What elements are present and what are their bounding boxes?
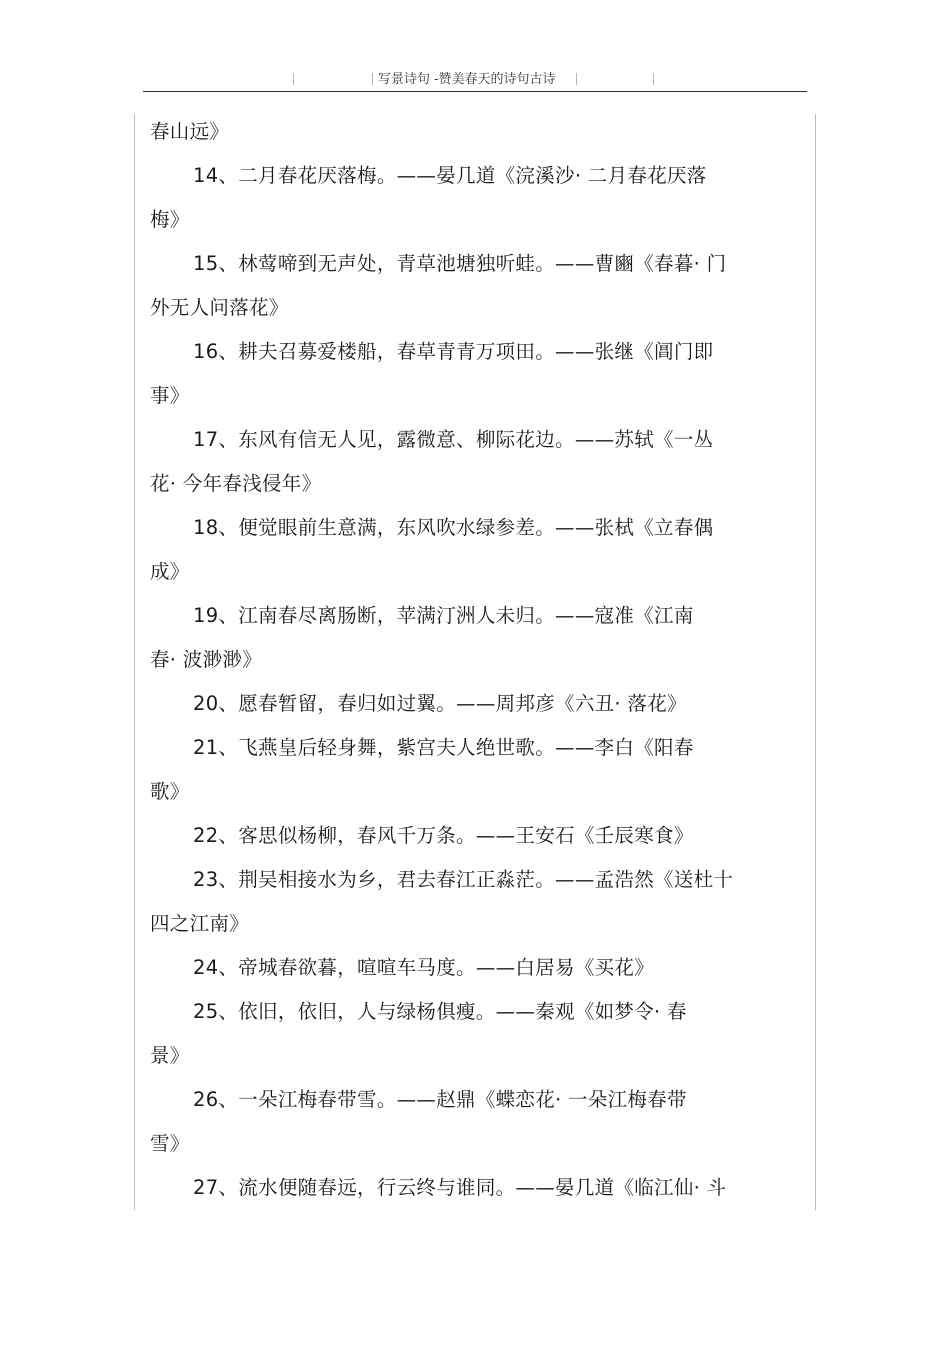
poem-entry-line: 21、飞燕皇后轻身舞，紫宫夫人绝世歌。——李白《阳春: [193, 736, 694, 759]
poem-entry-line: 26、一朵江梅春带雪。——赵鼎《蝶恋花· 一朵江梅春带: [193, 1088, 687, 1111]
poem-continuation-line: 梅》: [150, 208, 190, 231]
poem-entry-line: 22、客思似杨柳，春风千万条。——王安石《壬辰寒食》: [193, 824, 694, 847]
poem-continuation-line: 成》: [150, 560, 190, 583]
header-tick-mark: [372, 73, 373, 85]
page-header: [0, 64, 950, 94]
poem-entry-line: 17、东风有信无人见，露微意、柳际花边。——苏轼《一丛: [193, 428, 714, 451]
left-margin-line: [134, 114, 135, 1210]
poem-continuation-line: 外无人问落花》: [150, 296, 289, 319]
poem-continuation-line: 歌》: [150, 780, 190, 803]
poem-entry-line: 27、流水便随春远，行云终与谁同。——晏几道《临江仙· 斗: [193, 1176, 727, 1199]
document-body: [150, 110, 762, 1210]
poem-entry-line: 14、二月春花厌落梅。——晏几道《浣溪沙· 二月春花厌落: [193, 164, 707, 187]
poem-continuation-line: 景》: [150, 1044, 190, 1067]
poem-entry-line: 18、便觉眼前生意满，东风吹水绿参差。——张栻《立春偶: [193, 516, 714, 539]
header-divider: [143, 91, 807, 92]
poem-continuation-line: 花· 今年春浅侵年》: [150, 472, 322, 495]
poem-entry-line: 24、帝城春欲暮，喧喧车马度。——白居易《买花》: [193, 956, 655, 979]
poem-entry-line: 25、依旧，依旧，人与绿杨俱瘦。——秦观《如梦令· 春: [193, 1000, 687, 1023]
header-title: 写景诗句 -赞美春天的诗句古诗: [378, 72, 556, 87]
poem-continuation-line: 春山远》: [150, 120, 230, 143]
poem-entry-line: 15、林莺啼到无声处，青草池塘独听蛙。——曹豳《春暮· 门: [193, 252, 727, 275]
poem-entry-line: 20、愿春暂留，春归如过翼。——周邦彦《六丑· 落花》: [193, 692, 687, 715]
poem-continuation-line: 事》: [150, 384, 190, 407]
poem-continuation-line: 春· 波渺渺》: [150, 648, 262, 671]
poem-entry-line: 23、荆吴相接水为乡，君去春江正淼茫。——孟浩然《送杜十: [193, 868, 734, 891]
header-tick-mark: [576, 73, 577, 85]
poem-entry-line: 16、耕夫召募爱楼船，春草青青万项田。——张继《阊门即: [193, 340, 714, 363]
poem-entry-line: 19、江南春尽离肠断，苹满汀洲人未归。——寇准《江南: [193, 604, 694, 627]
header-tick-mark: [293, 73, 294, 85]
header-tick-mark: [653, 73, 654, 85]
poem-continuation-line: 雪》: [150, 1132, 190, 1155]
poem-continuation-line: 四之江南》: [150, 912, 250, 935]
right-margin-line: [815, 114, 816, 1210]
